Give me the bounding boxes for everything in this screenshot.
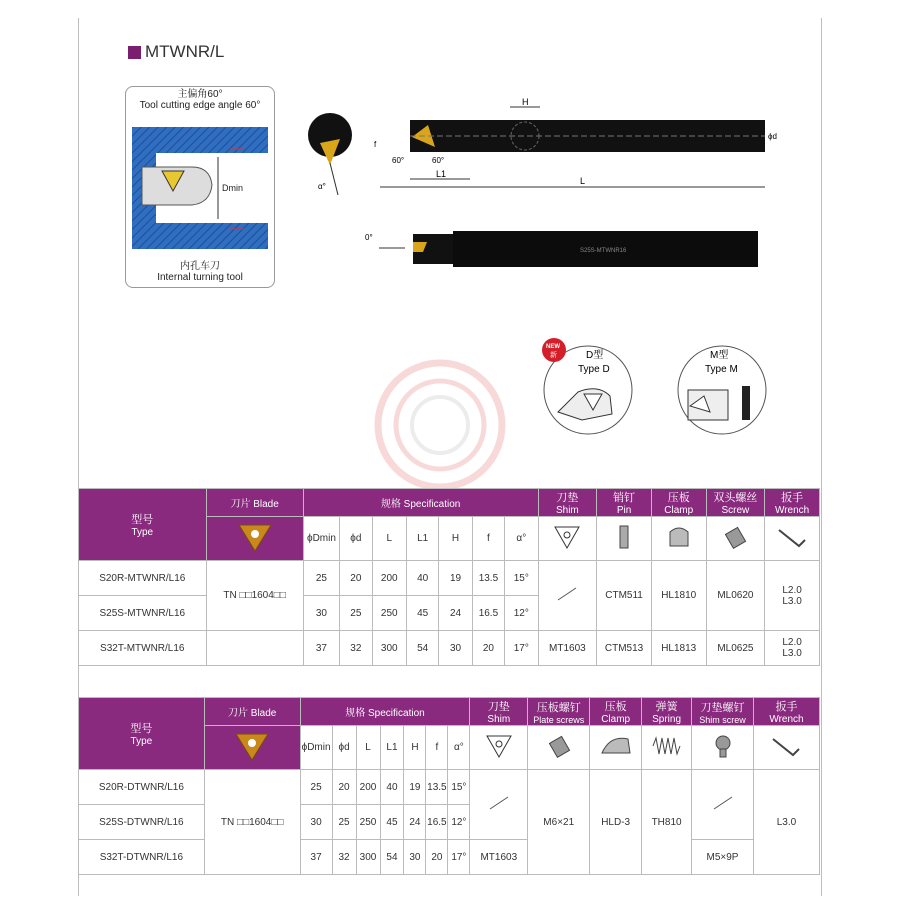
- blade-icon-cell: [204, 726, 300, 770]
- table-row: S25S-DTWNR/L16 30 25 250 45 24 16.5 12°: [79, 805, 820, 840]
- screw-icon: [544, 731, 574, 761]
- spring-icon-cell: [642, 726, 692, 770]
- model-header: 型号 Type: [79, 698, 205, 770]
- dim-header: L: [356, 726, 380, 770]
- type-m-en: Type M: [705, 364, 738, 375]
- shim-none-cell: [538, 561, 597, 631]
- shim-screw-none-cell: [692, 770, 754, 840]
- spec-header: 规格 Specification: [300, 698, 470, 726]
- pin-header: 销钉 Pin: [597, 489, 652, 517]
- triangle-insert-icon: [235, 519, 275, 555]
- zero-deg-label: 0°: [365, 233, 373, 242]
- model-cell: S32T-DTWNR/L16: [79, 840, 205, 875]
- tool-photo: [365, 226, 765, 276]
- wrench-cell: L3.0: [753, 770, 819, 875]
- h-label: H: [522, 97, 529, 107]
- blade-header: 刀片 Blade: [206, 489, 303, 517]
- watermark-logo: [370, 355, 510, 495]
- f-label: f: [374, 140, 377, 149]
- dim-header: ϕd: [332, 726, 356, 770]
- card-caption-zh: 主偏角60°: [177, 89, 223, 100]
- wrench-icon: [769, 731, 803, 761]
- wrench-header: 扳手 Wrench: [765, 489, 820, 517]
- shim-cell: MT1603: [470, 840, 528, 875]
- model-cell: S20R-MTWNR/L16: [79, 561, 207, 596]
- pin-icon-cell: [597, 517, 652, 561]
- shim-icon-cell: [538, 517, 597, 561]
- dim-header: L1: [380, 726, 404, 770]
- wrench-cell: L2.0 L3.0: [765, 561, 820, 631]
- dim-header: f: [426, 726, 448, 770]
- angle-60a-label: 60°: [392, 156, 405, 165]
- dim-header: H: [404, 726, 426, 770]
- shim-header: 刀垫 Shim: [538, 489, 597, 517]
- wrench-icon-cell: [765, 517, 820, 561]
- screw-icon: [720, 522, 750, 552]
- dim-header: α°: [505, 517, 538, 561]
- plate-screw-cell: M6×21: [528, 770, 590, 875]
- shim-icon: [552, 523, 582, 551]
- dim-header: ϕDmin: [303, 517, 339, 561]
- shim-header: 刀垫 Shim: [470, 698, 528, 726]
- spring-cell: TH810: [642, 770, 692, 875]
- dim-header: α°: [448, 726, 470, 770]
- dim-header: ϕd: [340, 517, 372, 561]
- new-badge-zh: 新: [550, 352, 557, 359]
- dim-header: L1: [406, 517, 438, 561]
- shim-icon: [484, 732, 514, 760]
- cutting-angle-card: [125, 86, 275, 288]
- table-row: S20R-MTWNR/L16 TN □□1604□□ 25 20 200 40 19 13.5 15° CTM511 HL1810 ML0620 L2.0 L3.0: [79, 561, 820, 596]
- model-cell: S20R-DTWNR/L16: [79, 770, 205, 805]
- blade-header: 刀片 Blade: [204, 698, 300, 726]
- screw-header: 双头螺丝 Screw: [706, 489, 765, 517]
- shank-engraving: S25S-MTWNR16: [580, 248, 627, 254]
- phi-d-label: ϕd: [768, 132, 777, 141]
- card-caption-bottom-zh: 内孔车刀: [180, 261, 220, 272]
- model-header: 型号 Type: [79, 489, 207, 561]
- clamp-cell: HL1810: [651, 561, 706, 631]
- wrench-icon-cell: [753, 726, 819, 770]
- type-d-en: Type D: [578, 364, 610, 375]
- screw-icon-cell: [706, 517, 765, 561]
- clamp-cell: HL1813: [651, 631, 706, 666]
- clamp-cell: HLD-3: [590, 770, 642, 875]
- shim-screw-icon: [708, 731, 738, 761]
- clamp-icon: [598, 731, 634, 761]
- type-circles: [538, 330, 778, 440]
- page-title: MTWNR/L: [128, 42, 224, 62]
- pin-cell: CTM513: [597, 631, 652, 666]
- tool-drawing: [300, 95, 800, 205]
- blade-code-cell: TN □□1604□□: [206, 561, 303, 631]
- angle-60b-label: 60°: [432, 156, 445, 165]
- shim-icon-cell: [470, 726, 528, 770]
- table-row: S20R-DTWNR/L16 TN □□1604□□ 25 20 200 40 19 13.5 15° M6×21 HLD-3 TH810 L3.0: [79, 770, 820, 805]
- shim-cell: MT1603: [538, 631, 597, 666]
- screw-cell: ML0620: [706, 561, 765, 631]
- model-cell: S25S-DTWNR/L16: [79, 805, 205, 840]
- plate-screw-header: 压板螺钉 Plate screws: [528, 698, 590, 726]
- dim-header: ϕDmin: [300, 726, 332, 770]
- dmin-label: Dmin: [222, 183, 244, 193]
- card-caption-en: Tool cutting edge angle 60°: [139, 100, 261, 111]
- wrench-icon: [775, 522, 809, 552]
- type-m-zh: M型: [710, 350, 729, 361]
- shim-none-cell: [470, 770, 528, 840]
- clamp-header: 压板 Clamp: [590, 698, 642, 726]
- blade-icon-cell: [206, 517, 303, 561]
- model-cell: S32T-MTWNR/L16: [79, 631, 207, 666]
- alpha-label: α°: [318, 182, 326, 191]
- plate-screw-icon-cell: [528, 726, 590, 770]
- clamp-icon-cell: [590, 726, 642, 770]
- dim-header: H: [439, 517, 472, 561]
- clamp-icon-cell: [651, 517, 706, 561]
- shim-screw-icon-cell: [692, 726, 754, 770]
- table-row: S25S-MTWNR/L16 30 25 250 45 24 16.5 12°: [79, 596, 820, 631]
- spec-table-dtwnr: [78, 697, 820, 875]
- title-marker-icon: [128, 46, 141, 59]
- triangle-insert-icon: [232, 728, 272, 764]
- spec-table-mtwnr: [78, 488, 820, 666]
- wrench-header: 扳手 Wrench: [753, 698, 819, 726]
- card-caption-bottom-en: Internal turning tool: [157, 272, 243, 283]
- pin-cell: CTM511: [597, 561, 652, 631]
- table-row: S32T-DTWNR/L16 37 32 300 54 30 20 17° MT1603 M5×9P: [79, 840, 820, 875]
- spring-icon: [649, 731, 685, 761]
- model-cell: S25S-MTWNR/L16: [79, 596, 207, 631]
- l-label: L: [580, 176, 586, 186]
- dim-header: f: [472, 517, 504, 561]
- table-row: S32T-MTWNR/L16 37 32 300 54 30 20 17° MT1603 CTM513 HL1813 ML0625 L2.0 L3.0: [79, 631, 820, 666]
- spec-header: 规格 Specification: [303, 489, 538, 517]
- clamp-icon: [664, 522, 694, 552]
- new-badge: NEW: [546, 344, 560, 350]
- screw-cell: ML0625: [706, 631, 765, 666]
- dim-header: L: [372, 517, 406, 561]
- pin-icon: [609, 522, 639, 552]
- type-d-zh: D型: [586, 350, 604, 361]
- shim-screw-cell: M5×9P: [692, 840, 754, 875]
- l1-label: L1: [436, 169, 447, 179]
- spring-header: 弹簧 Spring: [642, 698, 692, 726]
- clamp-header: 压板 Clamp: [651, 489, 706, 517]
- internal-turning-diagram: [132, 127, 268, 249]
- wrench-cell: L2.0 L3.0: [765, 631, 820, 666]
- blade-code-cell: TN □□1604□□: [204, 770, 300, 875]
- shim-screw-header: 刀垫螺钉 Shim screw: [692, 698, 754, 726]
